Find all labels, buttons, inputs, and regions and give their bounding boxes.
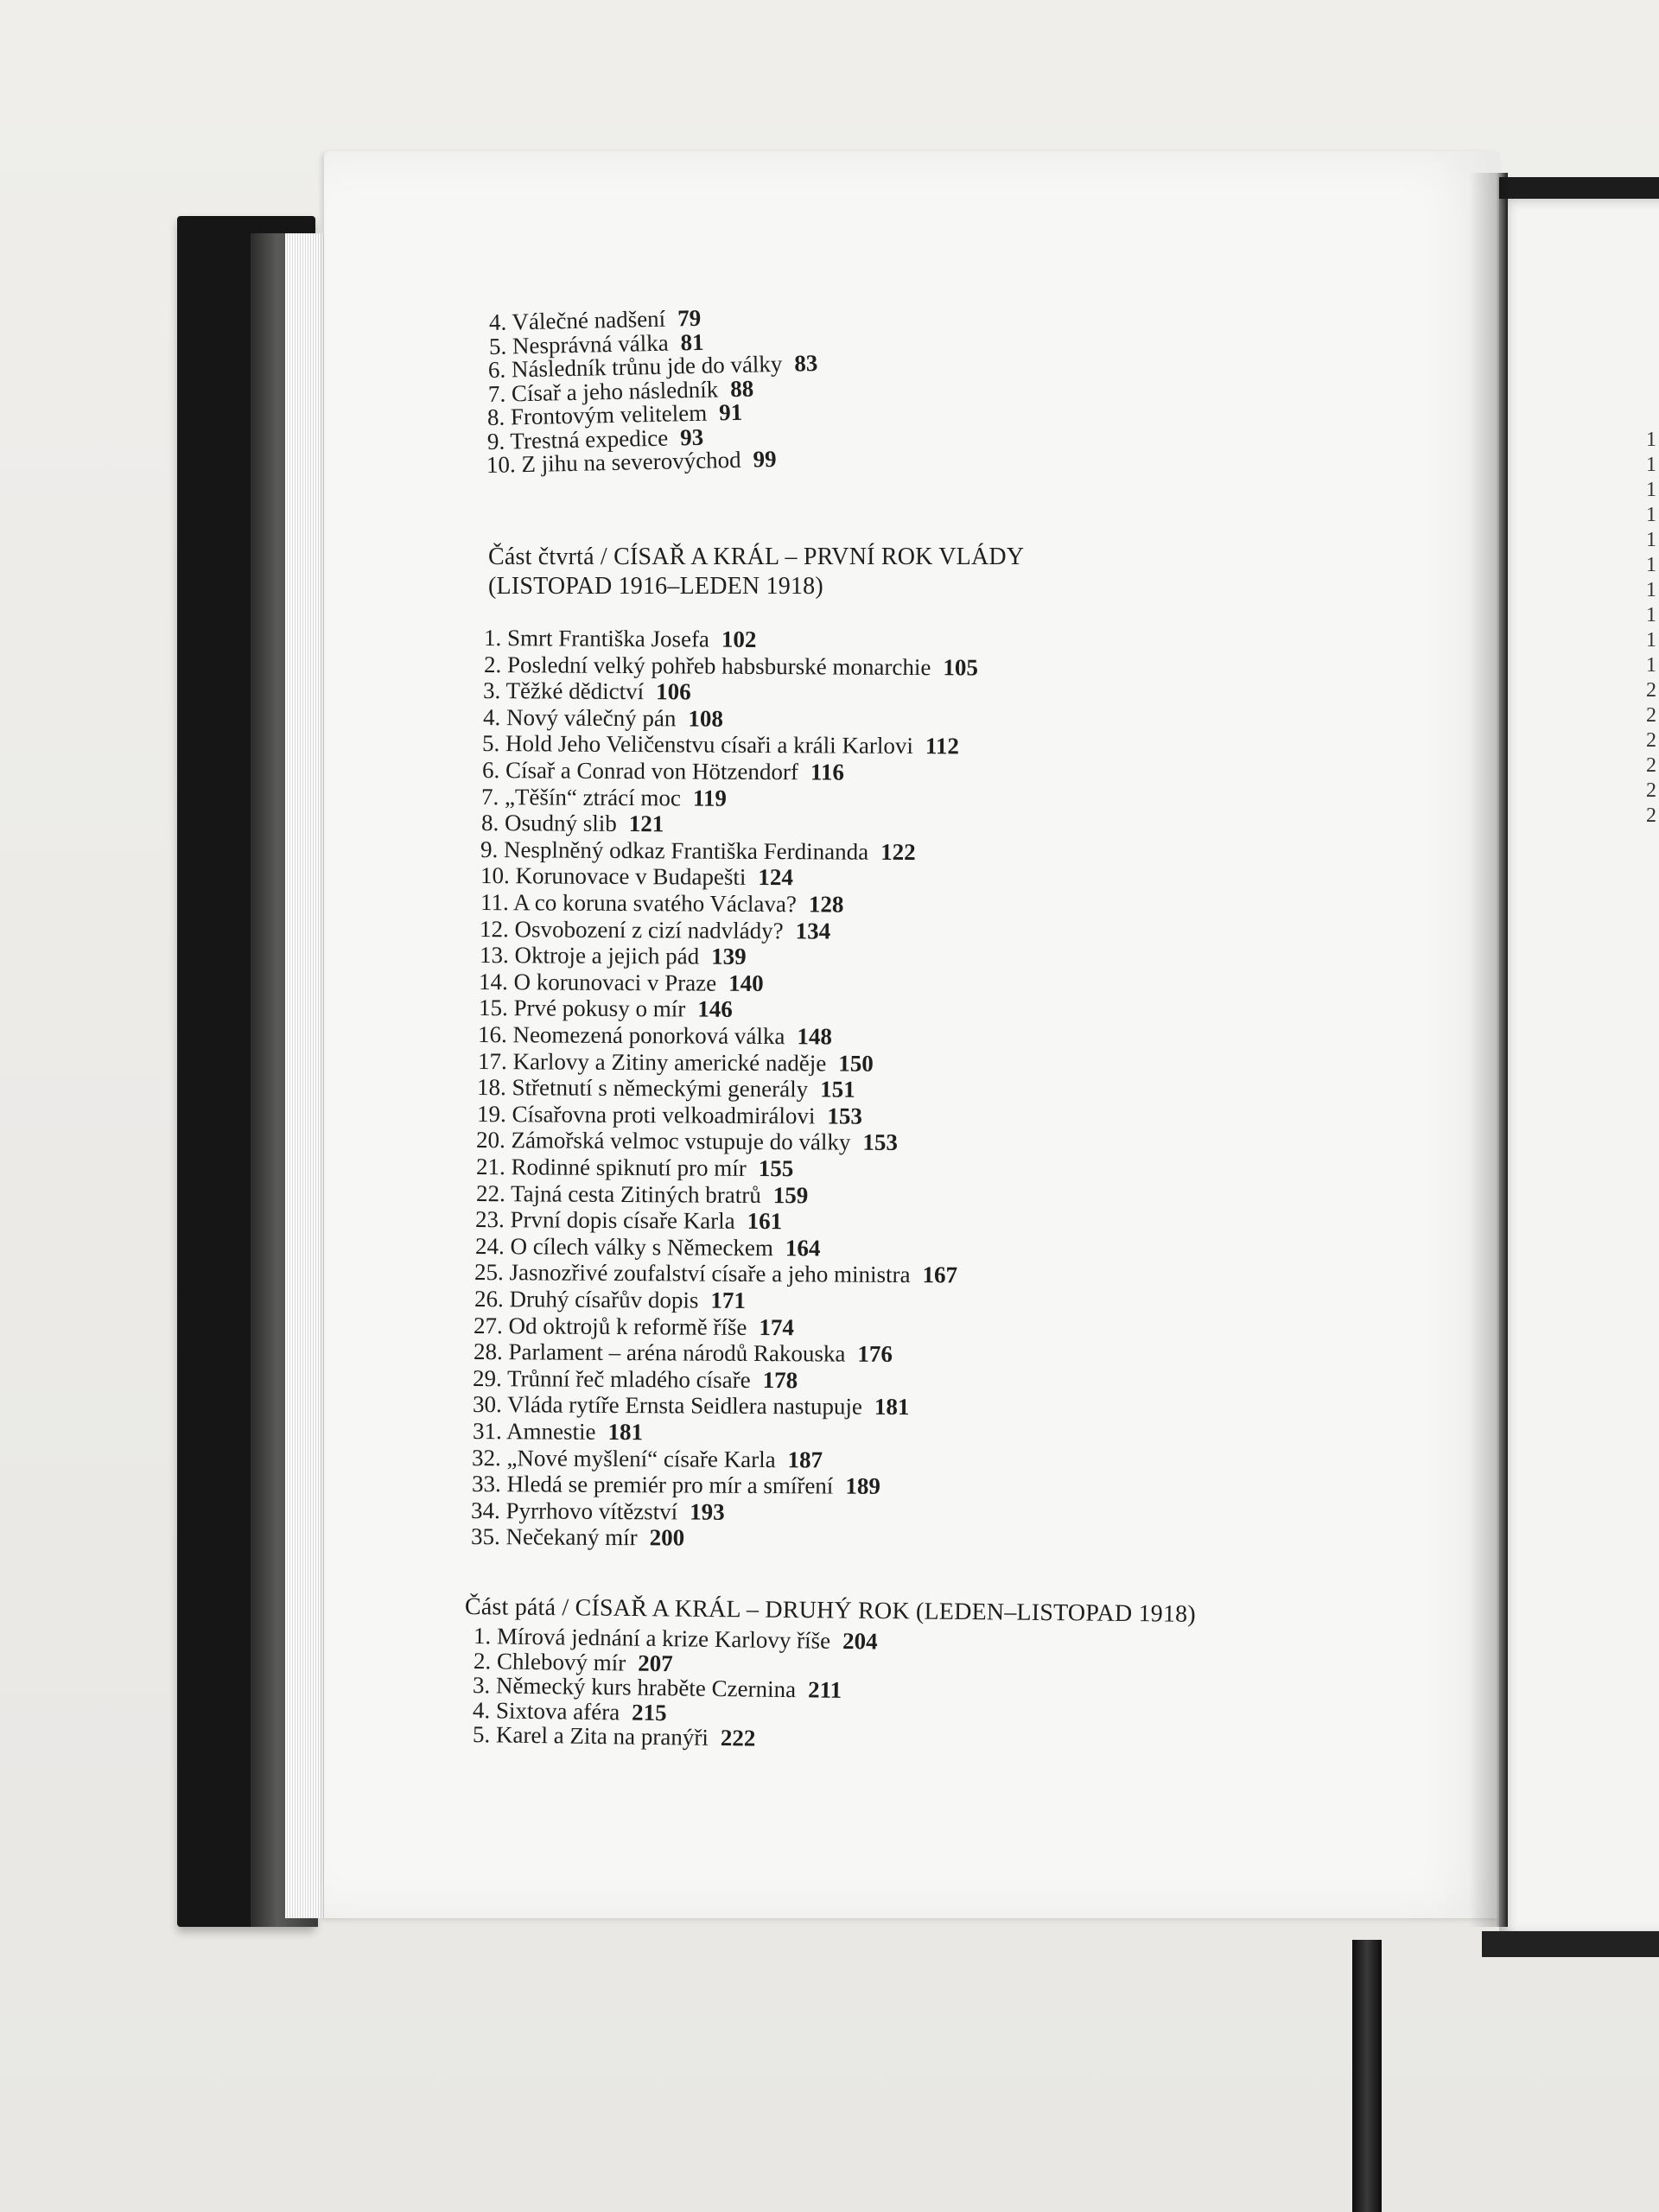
right-page-fragment-char: 2 [1646, 754, 1656, 777]
toc-entry-title: 26. Druhý císařův dopis [474, 1286, 699, 1313]
toc-entry-title: 33. Hledá se premiér pro mír a smíření [471, 1471, 834, 1499]
toc-entry [477, 1076, 855, 1102]
toc-entry-title: 2. Chlebový mír [473, 1647, 626, 1675]
toc-entry [479, 915, 831, 944]
toc-entry-page-number: 153 [827, 1103, 862, 1129]
toc-entry-title: 4. Válečné nadšení [488, 305, 666, 335]
toc-entry-title: 27. Od oktrojů k reformě říše [474, 1312, 747, 1340]
toc-entry-page-number: 151 [820, 1076, 856, 1103]
toc-entry [482, 703, 723, 732]
toc-entry-page-number: 155 [758, 1154, 794, 1182]
toc-entry-title: 22. Tajná cesta Zitiných bratrů [475, 1179, 761, 1208]
toc-entry-title: 1. Mírová jednání a krize Karlovy říše [473, 1623, 831, 1654]
toc-entry-title: 31. Amnestie [472, 1418, 596, 1445]
toc-entry [473, 1364, 798, 1394]
toc-entry-title: 4. Nový válečný pán [482, 703, 677, 732]
toc-entry [488, 304, 702, 335]
toc-entry-page-number: 106 [656, 678, 691, 705]
toc-entry-title: 4. Sixtova aféra [472, 1696, 620, 1725]
toc-entry-title: 28. Parlament – aréna národů Rakouska [473, 1338, 846, 1367]
toc-entry-page-number: 79 [677, 304, 702, 332]
toc-entry [484, 626, 757, 652]
toc-entry-page-number: 207 [637, 1649, 673, 1676]
toc-entry-title: 9. Trestná expedice [486, 424, 668, 454]
toc-entry-page-number: 193 [690, 1498, 725, 1525]
toc-entry [472, 1472, 880, 1498]
toc-entry-title: 12. Osvobození z cizí nadvlády? [479, 915, 784, 944]
toc-entry-page-number: 181 [874, 1394, 910, 1421]
toc-entry-title: 34. Pyrrhovo vítězství [471, 1497, 678, 1525]
right-page-fragment-char: 1 [1646, 454, 1656, 476]
toc-entry [473, 1649, 672, 1675]
right-page-fragment-char: 1 [1646, 529, 1656, 551]
toc-entry-page-number: 167 [922, 1262, 958, 1288]
right-page-fragment-char: 1 [1646, 554, 1656, 576]
toc-entry-page-number: 181 [607, 1418, 643, 1446]
toc-entry-page-number: 153 [862, 1129, 899, 1156]
toc-entry-title: 9. Nesplněný odkaz Františka Ferdinanda [480, 836, 869, 865]
toc-entry-title: 5. Karel a Zita na pranýři [472, 1721, 709, 1751]
toc-entry-page-number: 99 [753, 445, 777, 473]
toc-entry [482, 732, 959, 758]
toc-entry [480, 891, 843, 917]
toc-entry-page-number: 187 [787, 1446, 823, 1473]
toc-entry-page-number: 140 [728, 969, 764, 996]
toc-entry-page-number: 124 [758, 864, 793, 891]
toc-entry [486, 445, 777, 478]
right-page-fragment-char: 2 [1646, 779, 1656, 802]
toc-entry [475, 1208, 782, 1233]
toc-entry-title: 1. Smrt Františka Josefa [483, 625, 710, 652]
toc-entry [479, 970, 764, 995]
toc-entry [473, 1723, 756, 1751]
toc-entry-page-number: 176 [857, 1340, 893, 1368]
toc-entry-page-number: 164 [785, 1234, 821, 1262]
toc-entry-page-number: 102 [721, 626, 757, 652]
toc-entry-page-number: 116 [810, 759, 844, 785]
toc-entry [472, 1696, 667, 1726]
toc-entry-page-number: 215 [632, 1699, 667, 1726]
toc-entry-title: 30. Vláda rytíře Ernsta Seidlera nastupuje [472, 1391, 862, 1421]
right-page-fragment-char: 2 [1646, 704, 1656, 727]
toc-entry-page-number: 211 [808, 1676, 842, 1703]
toc-entry [475, 1179, 808, 1208]
toc-entry-title: 18. Střetnutí s německými generály [477, 1074, 809, 1103]
toc-entry-title: 35. Nečekaný mír [470, 1523, 638, 1551]
toc-entry-page-number: 159 [772, 1181, 808, 1208]
toc-entry-title: 16. Neomezená ponorková válka [478, 1021, 785, 1050]
toc-entry-title: 6. Císař a Conrad von Hötzendorf [481, 757, 798, 785]
right-page-fragment-char: 1 [1646, 504, 1656, 526]
right-page-fragment-char: 1 [1646, 579, 1656, 601]
toc-entry-page-number: 83 [794, 350, 818, 377]
toc-entry [473, 1393, 910, 1419]
right-page-fragment-char: 1 [1646, 629, 1656, 652]
toc-entry [479, 996, 733, 1021]
toc-entry [481, 785, 727, 810]
toc-entry-title: 15. Prvé pokusy o mír [478, 995, 686, 1022]
toc-entry [476, 1100, 862, 1129]
right-page-fragment-char: 1 [1646, 654, 1656, 677]
toc-entry-title: 3. Německý kurs hraběte Czernina [473, 1672, 797, 1703]
right-page-fragment-char: 1 [1646, 429, 1656, 451]
toc-entry-page-number: 139 [710, 943, 747, 970]
toc-entry [480, 864, 793, 889]
toc-entry-page-number: 174 [759, 1313, 795, 1340]
toc-entry [471, 1499, 725, 1524]
toc-entry-title: 13. Oktroje a jejich pád [479, 942, 699, 969]
toc-entry-page-number: 122 [880, 838, 917, 865]
part4-heading-dates: (LISTOPAD 1916–LEDEN 1918) [488, 573, 823, 600]
toc-entry-title: 19. Císařovna proti velkoadmirálovi [476, 1100, 816, 1129]
toc-entry [481, 811, 664, 836]
toc-entry [477, 1047, 874, 1077]
toc-entry-page-number: 178 [762, 1366, 798, 1394]
toc-entry-title: 3. Těžké dědictví [483, 677, 645, 705]
part4-heading: Část čtvrtá / CÍSAŘ A KRÁL – PRVNÍ ROK VLÁDY [488, 543, 1025, 570]
toc-entry-title: 5. Nesprávná válka [488, 329, 669, 359]
toc-entry-page-number: 146 [696, 995, 733, 1023]
toc-entry [480, 838, 916, 864]
toc-entry-page-number: 171 [710, 1287, 746, 1313]
toc-entry-title: 7. Císař a jeho následník [487, 375, 718, 407]
toc-entry [476, 1128, 898, 1154]
toc-entry [471, 1525, 684, 1550]
toc-entry-page-number: 88 [729, 375, 753, 402]
right-page-text-fragment [1646, 428, 1656, 829]
toc-entry-title: 10. Z jihu na severovýchod [486, 446, 741, 478]
toc-entry-page-number: 161 [747, 1208, 783, 1235]
toc-entry-page-number: 204 [842, 1627, 878, 1655]
toc-entry-page-number: 134 [795, 917, 831, 944]
toc-entry-title: 2. Poslední velký pohřeb habsburské monarchie [483, 651, 931, 680]
toc-entry-title: 32. „Nové myšlení“ císaře Karla [471, 1444, 776, 1472]
toc-entry-page-number: 81 [679, 328, 704, 355]
toc-entry-title: 23. První dopis císaře Karla [475, 1206, 735, 1235]
right-page-fragment-char: 1 [1646, 479, 1656, 501]
toc-entry [474, 1261, 957, 1287]
right-page-fragment-char: 2 [1646, 679, 1656, 702]
toc-entry-title: 20. Zámořská velmoc vstupuje do války [476, 1127, 851, 1156]
toc-entry-page-number: 112 [925, 733, 960, 760]
part5-heading: Část pátá / CÍSAŘ A KRÁL – DRUHÝ ROK (LEDEN–LISTOPAD 1918) [464, 1593, 1197, 1628]
toc-entry-title: 7. „Těšín“ ztrácí moc [481, 783, 682, 811]
toc-entry-title: 24. O cílech války s Německem [474, 1232, 773, 1261]
toc-entry-title: 17. Karlovy a Zitiny americké naděje [477, 1047, 827, 1077]
toc-entry-page-number: 91 [718, 398, 743, 426]
toc-entry-title: 29. Trůnní řeč mladého císaře [473, 1364, 752, 1393]
toc-entry-title: 8. Frontovým velitelem [486, 399, 708, 430]
toc-entry [472, 1420, 642, 1444]
toc-entry-page-number: 105 [942, 653, 978, 681]
toc-entry [483, 679, 691, 703]
toc-entry-page-number: 128 [808, 891, 843, 918]
right-page-fragment-char: 2 [1646, 729, 1656, 752]
toc-entry-page-number: 189 [844, 1472, 880, 1500]
toc-entry-page-number: 148 [797, 1023, 833, 1050]
toc-entry-page-number: 108 [687, 705, 723, 732]
toc-entry-page-number: 150 [838, 1050, 874, 1077]
toc-entry [474, 1314, 794, 1339]
toc-entry-page-number: 121 [628, 810, 664, 837]
toc-entry [474, 1232, 821, 1262]
right-page-fragment-char: 2 [1646, 804, 1656, 827]
toc-entry-title: 14. O korunovaci v Praze [479, 968, 717, 996]
toc-entry [472, 1446, 823, 1471]
toc-entry-page-number: 93 [679, 423, 703, 450]
toc-entry-title: 21. Rodinné spiknutí pro mír [475, 1154, 747, 1181]
toc-entry-title: 25. Jasnozřivé zoufalství císaře a jeho ministra [474, 1259, 911, 1288]
right-page-fragment-char: 1 [1646, 604, 1656, 626]
toc-entry [478, 1023, 832, 1049]
toc-entry-page-number: 200 [649, 1524, 684, 1551]
toc-entry-title: 8. Osudný slib [480, 810, 617, 837]
toc-entry-title: 6. Následník trůnu jde do války [487, 350, 783, 383]
toc-entry [474, 1287, 746, 1313]
toc-entry-page-number: 222 [720, 1725, 756, 1751]
toc-entry-page-number: 119 [693, 785, 728, 811]
toc-entry-title: 5. Hold Jeho Veličenstvu císaři a králi Karlovi [482, 730, 914, 760]
toc-entry [483, 653, 977, 679]
toc-entry [482, 759, 844, 785]
toc-entry [480, 944, 747, 969]
toc-entry-title: 11. A co koruna svatého Václava? [480, 889, 797, 918]
toc-entry-title: 10. Korunovace v Budapešti [480, 862, 747, 891]
toc-entry [476, 1155, 793, 1180]
toc-entry [474, 1340, 893, 1366]
